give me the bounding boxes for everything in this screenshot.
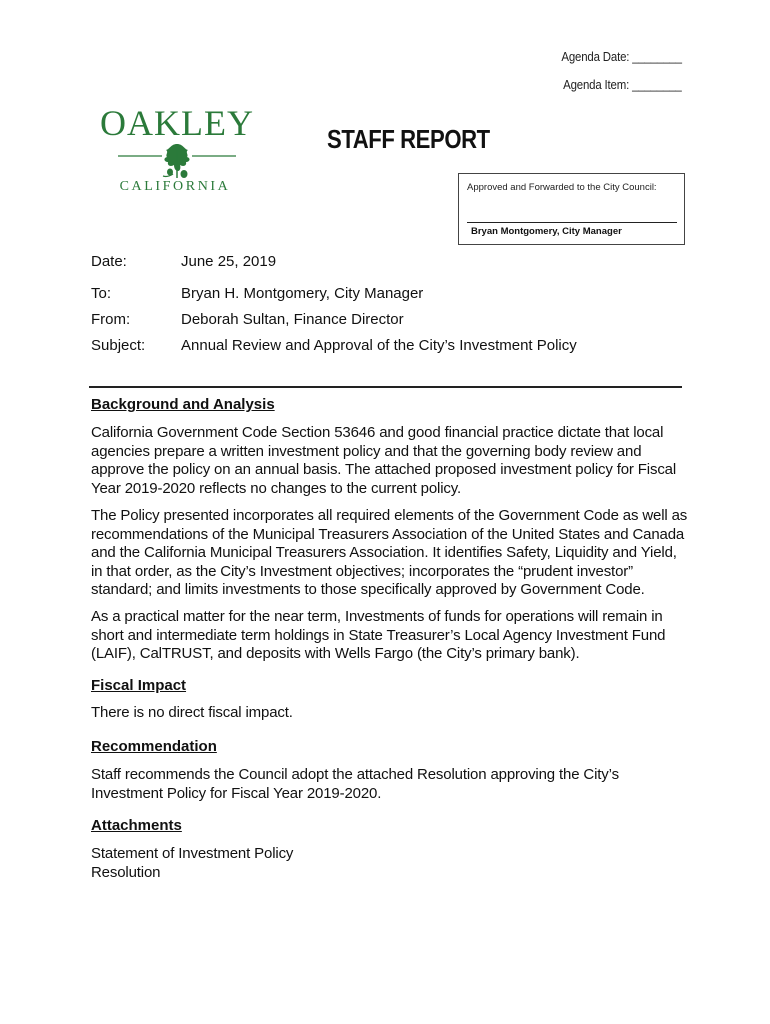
text-line: recommendations of the Municipal Treasurers Association of the United States and Canada — [91, 525, 685, 543]
date-value: June 25, 2019 — [181, 253, 277, 270]
background-paragraph-2 — [91, 507, 691, 600]
text-line: As a practical matter for the near term, Investments of funds for operations will remain in — [91, 608, 663, 625]
city-logo — [100, 103, 254, 200]
attachments-heading: Attachments — [91, 817, 182, 834]
logo-subtitle: CALIFORNIA — [119, 179, 231, 194]
agenda-item: Agenda Item: ________ — [563, 77, 682, 92]
to-value: Bryan H. Montgomery, City Manager — [181, 285, 424, 302]
text-line: Staff recommends the Council adopt the attached Resolution approving the City’s — [91, 766, 619, 783]
oak-leaf-icon — [116, 140, 238, 182]
logo-title: OAKLEY — [100, 103, 254, 143]
recommendation-paragraph — [91, 766, 691, 803]
to-label: To: — [91, 285, 112, 302]
text-line: approve the policy on an annual basis. The attached proposed investment policy for Fiscal — [91, 461, 677, 478]
text-line: California Government Code Section 53646 and good financial practice dictate that local — [91, 424, 664, 441]
text-line: in that order, as the City’s Investment objectives; incorporates the “prudent investor” — [91, 562, 633, 580]
approval-signature: Bryan Montgomery, City Manager — [471, 226, 622, 237]
subject-label: Subject: — [91, 337, 146, 354]
text-line: (LAIF), CalTRUST, and deposits with Wells Fargo (the City’s primary bank). — [91, 645, 580, 662]
signature-line — [467, 222, 677, 223]
text-line: Investment Policy for Fiscal Year 2019-2020. — [91, 784, 382, 802]
from-label: From: — [91, 311, 131, 328]
from-value: Deborah Sultan, Finance Director — [181, 311, 404, 328]
text-line: There is no direct fiscal impact. — [91, 704, 293, 721]
text-line: agencies prepare a written investment policy and that the governing body review and — [91, 442, 642, 460]
approval-box — [458, 173, 685, 245]
agenda-date: Agenda Date: ________ — [561, 49, 682, 64]
text-line: The Policy presented incorporates all required elements of the Government Code as well as — [91, 507, 688, 524]
fiscal-impact-heading: Fiscal Impact — [91, 677, 187, 694]
attachment-item: Resolution — [91, 863, 161, 881]
background-heading: Background and Analysis — [91, 396, 275, 413]
background-paragraph-1 — [91, 424, 691, 498]
background-paragraph-3 — [91, 608, 691, 664]
attachments-list — [91, 845, 691, 882]
subject-value: Annual Review and Approval of the City’s Investment Policy — [181, 337, 577, 354]
approval-text: Approved and Forwarded to the City Council: — [467, 182, 657, 193]
text-line: and the California Municipal Treasurers Association. It identifies Safety, Liquidity and Yield, — [91, 544, 677, 561]
text-line: standard; and limits investments to those specifically approved by Government Code. — [91, 581, 645, 598]
recommendation-heading: Recommendation — [91, 738, 217, 755]
date-label: Date: — [91, 253, 127, 270]
page-title: STAFF REPORT — [327, 124, 490, 154]
text-line: short and intermediate term holdings in State Treasurer’s Local Agency Investment Fund — [91, 626, 666, 644]
text-line: Year 2019-2020 reflects no changes to the current policy. — [91, 479, 462, 497]
attachment-item: Statement of Investment Policy — [91, 845, 294, 862]
fiscal-impact-paragraph — [91, 704, 691, 723]
section-divider — [89, 386, 682, 388]
